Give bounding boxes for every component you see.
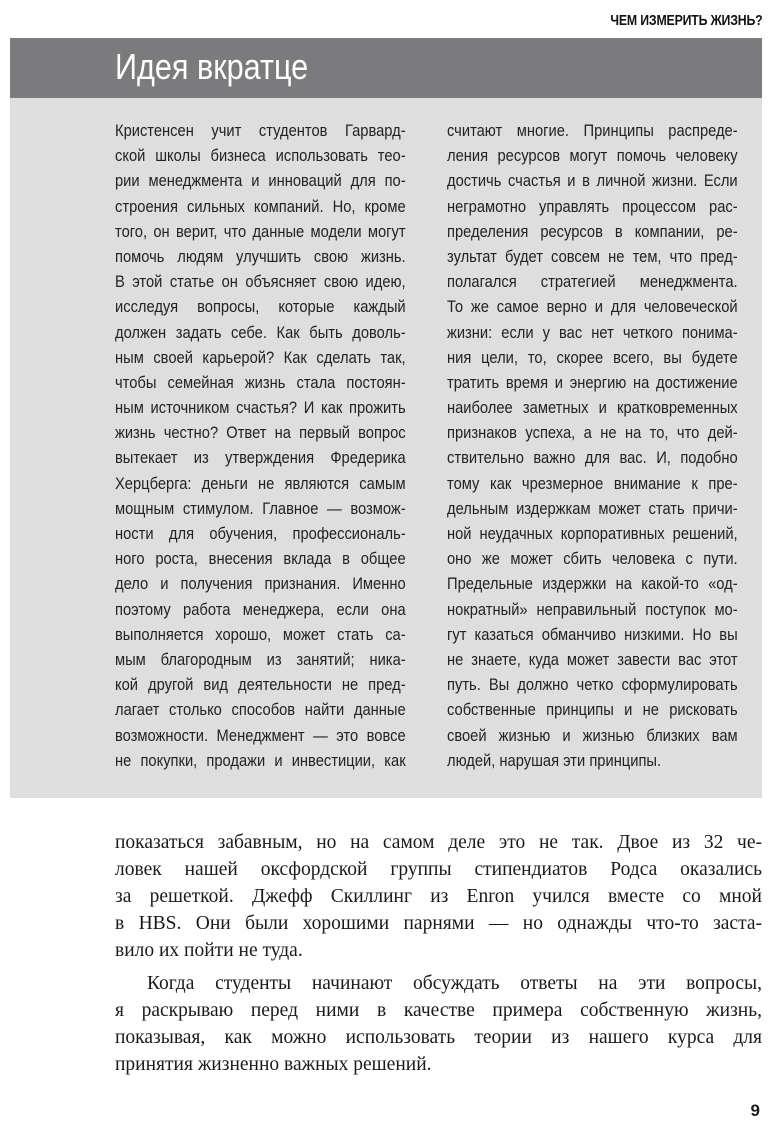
text-line: ным своей карьерой? Как сделать так,	[115, 347, 406, 367]
text-line: ния цели, то, скорее всего, вы будете	[447, 347, 738, 367]
page-number: 9	[750, 1101, 760, 1120]
text-line: кой другой вид деятельности не пред-	[115, 675, 406, 695]
running-header: ЧЕМ ИЗМЕРИТЬ ЖИЗНЬ?	[609, 12, 762, 29]
text-line: исследуя вопросы, которые каждый	[115, 297, 406, 317]
text-line: собственные принципы и не рисковать	[447, 700, 738, 720]
text-line: оно же может сбить человека с пути.	[447, 549, 738, 569]
text-line: дельным издержкам может стать причи-	[447, 498, 738, 518]
paragraph	[115, 829, 762, 964]
text-line: В этой статье он объясняет свою идею,	[115, 272, 406, 292]
text-line: гут казаться обманчиво низкими. Но вы	[447, 624, 738, 644]
text-line: в HBS. Они были хорошими парнями — но однажды что-то заста-	[115, 913, 762, 934]
text-line: тому как чрезмерное внимание к пре-	[447, 473, 738, 493]
text-line: пределения ресурсов в компании, ре-	[447, 221, 738, 241]
text-line: признаков успеха, а не на то, что дей-	[447, 423, 738, 443]
text-line: помочь людям улучшить свою жизнь.	[115, 246, 406, 266]
text-line: жизнь честно? Ответ на первый вопрос	[115, 423, 406, 443]
text-line: мощным стимулом. Главное — возмож-	[115, 498, 406, 518]
text-line: поэтому работа менеджера, если она	[115, 599, 406, 619]
sidebar-title-bar	[10, 38, 762, 98]
text-line: вило их пойти не туда.	[115, 940, 303, 961]
text-line: людей, нарушая эти принципы.	[447, 750, 662, 770]
text-line: строения сильных компаний. Но, кроме	[115, 196, 406, 216]
text-line: Когда студенты начинают обсуждать ответы на эти вопросы,	[147, 973, 762, 994]
text-line: ствительно важно для вас. И, подобно	[447, 448, 738, 468]
text-line: тратить время и энергию на достижение	[447, 372, 738, 392]
text-line: Предельные издержки на какой-то «од-	[447, 574, 738, 594]
text-line: Кристенсен учит студентов Гарвард-	[115, 121, 406, 140]
paragraph	[115, 970, 762, 1078]
text-line: не знаете, куда может завести вас этот	[447, 649, 738, 669]
text-line: ным источником счастья? И как прожить	[115, 398, 406, 418]
sidebar-right-column	[447, 118, 738, 773]
text-line: ного роста, внесения вклада в общее	[115, 549, 406, 569]
text-line: ления ресурсов могут помочь человеку	[447, 146, 738, 166]
text-line: полагался стратегией менеджмента.	[447, 272, 738, 292]
text-line: выполняется хорошо, может стать са-	[115, 624, 406, 644]
text-line: нократный» неправильный поступок мо-	[447, 599, 738, 619]
text-line: ловек нашей оксфордской группы стипендиатов Родса оказались	[115, 859, 762, 880]
text-line: вытекает из утверждения Фредерика	[115, 448, 406, 468]
text-line: мым благородным из занятий; ника-	[115, 649, 406, 669]
text-line: принятия жизненно важных решений.	[115, 1054, 432, 1075]
text-line: зультат будет совсем не тем, что пред-	[447, 246, 738, 266]
text-line: дело и получения признания. Именно	[115, 574, 406, 594]
text-line: путь. Вы должно четко сформулировать	[447, 675, 738, 695]
text-line: Херцберга: деньги не являются самым	[115, 473, 406, 493]
text-line: ской школы бизнеса использовать тео-	[115, 146, 406, 166]
text-line: того, он верит, что данные модели могут	[115, 221, 406, 241]
text-line: жизни: если у вас нет четкого понима-	[447, 322, 738, 342]
text-line: наиболее заметных и кратковременных	[447, 398, 738, 418]
text-line: достичь счастья и в личной жизни. Если	[447, 171, 738, 191]
text-line: должен задать себе. Как быть доволь-	[115, 322, 406, 342]
text-line: показаться забавным, но на самом деле это не так. Двое из 32 че-	[115, 832, 762, 853]
text-line: лагает столько способов найти данные	[115, 700, 406, 720]
text-line: ности для обучения, профессиональ-	[115, 524, 406, 543]
text-line: не покупки, продажи и инвестиции, как	[115, 750, 406, 770]
sidebar-left-column	[115, 118, 406, 773]
text-line: возможности. Менеджмент — это вовсе	[115, 725, 406, 745]
text-line: То же самое верно и для человеческой	[447, 297, 738, 317]
text-line: неграмотно управлять процессом рас-	[447, 196, 738, 216]
text-line: рии менеджмента и инноваций для по-	[115, 171, 406, 191]
text-line: чтобы семейная жизнь стала постоян-	[115, 372, 406, 392]
text-line: я раскрываю перед ними в качестве примера собственную жизнь,	[115, 1000, 762, 1021]
text-line: ной неудачных корпоративных решений,	[447, 524, 738, 543]
text-line: своей жизнью и жизнью близких вам	[447, 725, 738, 745]
body-text	[115, 829, 762, 1078]
text-line: показывая, как можно использовать теории из нашего курса для	[115, 1027, 762, 1048]
text-line: за решеткой. Джефф Скиллинг из Enron учился вместе со мной	[115, 886, 762, 907]
text-line: считают многие. Принципы распреде-	[447, 121, 738, 140]
sidebar-title: Идея вкратце	[115, 46, 309, 87]
